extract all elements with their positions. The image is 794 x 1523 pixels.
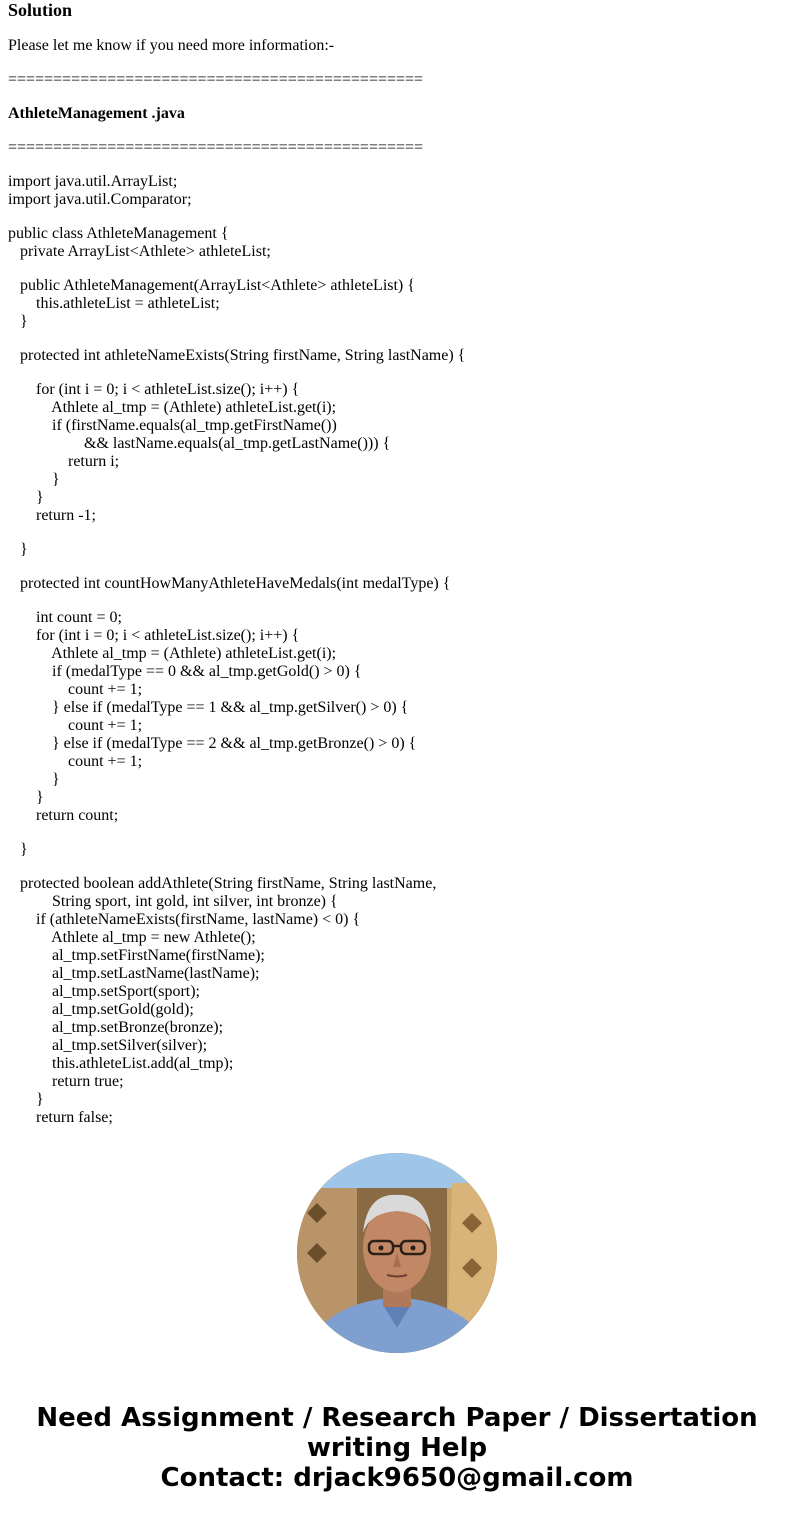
code-line: al_tmp.setLastName(lastName);: [8, 965, 260, 982]
code-blank-line: [8, 593, 788, 609]
code-line: for (int i = 0; i < athleteList.size(); i++) {: [8, 381, 300, 398]
code-line: public AthleteManagement(ArrayList<Athlete> athleteList) {: [8, 277, 415, 294]
code-line: Athlete al_tmp = (Athlete) athleteList.get(i);: [8, 645, 337, 662]
code-line: count += 1;: [8, 717, 143, 734]
code-line: al_tmp.setGold(gold);: [8, 1001, 194, 1018]
code-line: return i;: [8, 453, 120, 470]
code-line: private ArrayList<Athlete> athleteList;: [8, 243, 271, 260]
code-line: protected int athleteNameExists(String firstName, String lastName) {: [8, 347, 466, 364]
file-name-heading: AthleteManagement .java: [8, 105, 185, 122]
code-blank-line: [8, 559, 788, 575]
code-blank-line: [8, 331, 788, 347]
code-line: for (int i = 0; i < athleteList.size(); i++) {: [8, 627, 300, 644]
code-line: Athlete al_tmp = (Athlete) athleteList.get(i);: [8, 399, 337, 416]
code-line: count += 1;: [8, 753, 143, 770]
code-line: Athlete al_tmp = new Athlete();: [8, 929, 256, 946]
page-title: Solution: [8, 0, 73, 20]
code-line: }: [8, 771, 60, 788]
code-line: al_tmp.setFirstName(firstName);: [8, 947, 265, 964]
code-line: return true;: [8, 1073, 124, 1090]
code-line: al_tmp.setBronze(bronze);: [8, 1019, 224, 1036]
code-line: import java.util.Comparator;: [8, 191, 192, 208]
code-line: }: [8, 489, 44, 506]
code-line: int count = 0;: [8, 609, 122, 626]
contact-banner: [0, 1403, 794, 1493]
intro-text: Please let me know if you need more information:-: [8, 37, 335, 54]
code-line: return -1;: [8, 507, 96, 524]
code-line: if (medalType == 0 && al_tmp.getGold() > 0) {: [8, 663, 362, 680]
code-line: count += 1;: [8, 681, 143, 698]
code-blank-line: [8, 825, 788, 841]
banner-line-3: Contact: drjack9650@gmail.com: [160, 1463, 634, 1493]
code-blank-line: [8, 261, 788, 277]
code-line: import java.util.ArrayList;: [8, 173, 178, 190]
code-line: }: [8, 841, 28, 858]
code-line: } else if (medalType == 1 && al_tmp.getSilver() > 0) {: [8, 699, 409, 716]
code-line: public class AthleteManagement {: [8, 225, 229, 242]
document: [8, 0, 788, 1126]
code-line: if (athleteNameExists(firstName, lastName) < 0) {: [8, 911, 361, 928]
code-line: this.athleteList = athleteList;: [8, 295, 220, 312]
code-line: }: [8, 1091, 44, 1108]
code-line: al_tmp.setSilver(silver);: [8, 1037, 208, 1054]
code-line: }: [8, 789, 44, 806]
code-line: && lastName.equals(al_tmp.getLastName())) {: [8, 435, 391, 452]
code-line: protected int countHowManyAthleteHaveMedals(int medalType) {: [8, 575, 451, 592]
avatar: [297, 1153, 497, 1353]
banner-line-2: writing Help: [306, 1433, 488, 1463]
separator-bottom: ==============================================: [8, 139, 424, 156]
code-line: if (firstName.equals(al_tmp.getFirstName()): [8, 417, 337, 434]
code-listing: [8, 173, 788, 1126]
code-line: }: [8, 471, 60, 488]
code-line: } else if (medalType == 2 && al_tmp.getBronze() > 0) {: [8, 735, 417, 752]
banner-line-1: Need Assignment / Research Paper / Dissertation: [36, 1403, 758, 1433]
author-photo: [297, 1153, 497, 1353]
code-blank-line: [8, 859, 788, 875]
code-line: al_tmp.setSport(sport);: [8, 983, 200, 1000]
code-blank-line: [8, 365, 788, 381]
code-line: return count;: [8, 807, 119, 824]
code-blank-line: [8, 209, 788, 225]
separator-top: ==============================================: [8, 71, 424, 88]
code-line: return false;: [8, 1109, 113, 1126]
code-line: String sport, int gold, int silver, int bronze) {: [8, 893, 338, 910]
code-line: this.athleteList.add(al_tmp);: [8, 1055, 234, 1072]
code-line: }: [8, 313, 28, 330]
code-blank-line: [8, 525, 788, 541]
code-line: }: [8, 541, 28, 558]
code-line: protected boolean addAthlete(String firstName, String lastName,: [8, 875, 437, 892]
